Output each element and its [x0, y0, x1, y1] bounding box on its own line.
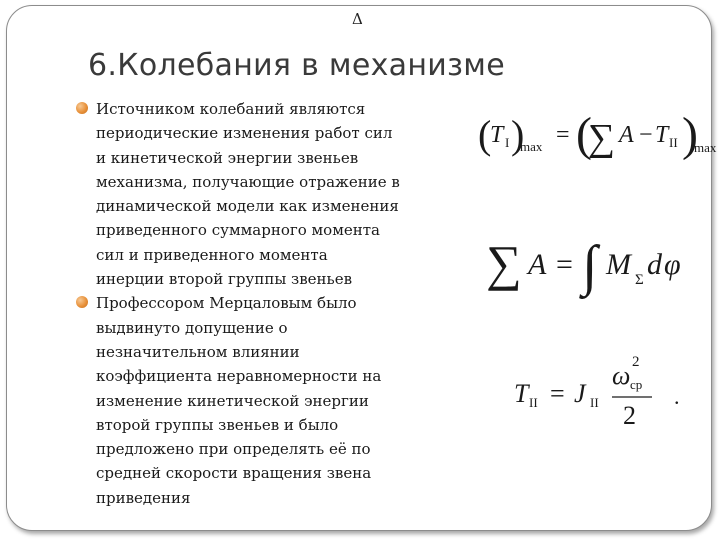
formula-symbol-T: T — [490, 122, 504, 148]
bullet-item-sources — [74, 97, 454, 291]
formula-superscript-2: 2 — [632, 354, 640, 370]
bullet-line: периодические изменения работ сил — [96, 124, 393, 143]
formula-subscript-sigma: Σ — [635, 272, 644, 288]
formula-symbol-T: T — [514, 379, 529, 408]
bullet-item-mertsalov — [74, 291, 454, 510]
formula-energy-max-svg — [476, 108, 717, 164]
formula-symbol-A: A — [619, 122, 634, 148]
formula-kinetic-energy-svg — [512, 352, 692, 434]
formula-equals: = — [556, 122, 570, 148]
formula-work-integral — [484, 232, 704, 299]
bullet-dot-icon — [76, 102, 88, 114]
formula-symbol-omega: ω — [612, 361, 631, 390]
bullet-list — [74, 97, 454, 510]
formula-symbol-M: M — [606, 248, 631, 281]
formula-period: . — [674, 384, 680, 409]
bullet-line: предложено при определять её по — [96, 440, 371, 459]
formula-denominator: 2 — [623, 401, 636, 430]
bullet-line: Профессором Мерцаловым было — [96, 294, 357, 313]
slide-title: 6.Колебания в механизме — [88, 48, 505, 83]
formula-subscript-max-2: max — [694, 140, 717, 155]
bullet-line: коэффициента неравномерности на — [96, 367, 382, 386]
bullet-line: и кинетической энергии звеньев — [96, 148, 359, 167]
formula-equals: = — [550, 379, 565, 408]
paren-close: ) — [511, 112, 525, 157]
bullet-line: Источником колебаний являются — [96, 100, 366, 118]
formula-symbol-T2: T — [655, 122, 669, 148]
formula-subscript-cp: ср — [630, 377, 643, 392]
formula-symbol-phi: φ — [664, 248, 681, 281]
formula-equals: = — [556, 248, 573, 281]
paren-close-2: ) — [682, 108, 698, 161]
bullet-line: приведения — [96, 488, 191, 507]
formula-work-integral-svg — [484, 232, 704, 297]
bullet-line: инерции второй группы звеньев — [96, 270, 353, 289]
formula-sum-icon: ∑ — [486, 235, 522, 291]
bullet-line: незначительном влиянии — [96, 342, 300, 361]
formula-subscript-max: max — [520, 139, 543, 154]
formula-subscript-II: II — [669, 135, 678, 150]
bullet-line: средней скорости вращения звена — [96, 464, 372, 483]
formula-subscript-II-2: II — [590, 395, 599, 410]
formula-energy-max — [476, 108, 717, 169]
formula-integral-icon: ∫ — [582, 235, 598, 297]
formula-kinetic-energy — [512, 352, 692, 439]
formula-symbol-A: A — [528, 248, 547, 281]
bullet-line: приведенного суммарного момента — [96, 221, 380, 240]
formula-sum-icon: ∑ — [588, 117, 616, 159]
bullet-dot-icon — [76, 296, 88, 308]
formula-minus: − — [639, 122, 653, 148]
bullet-line: механизма, получающие отражение в — [96, 172, 400, 191]
formula-symbol-d: d — [647, 248, 662, 281]
bullet-line: выдвинуто допущение о — [96, 318, 288, 337]
formula-symbol-J: J — [574, 379, 586, 408]
formula-subscript-I: I — [505, 135, 510, 150]
bullet-line: изменение кинетической энергии — [96, 391, 369, 410]
formula-subscript-II: II — [529, 395, 538, 410]
paren-open: ( — [478, 112, 492, 157]
paren-open-2: ( — [576, 108, 592, 161]
bullet-line: сил и приведенного момента — [96, 245, 328, 264]
bullet-line: второй группы звеньев и было — [96, 415, 339, 434]
top-delta-mark: Δ — [352, 10, 363, 28]
bullet-line: динамической модели как изменения — [96, 197, 399, 216]
